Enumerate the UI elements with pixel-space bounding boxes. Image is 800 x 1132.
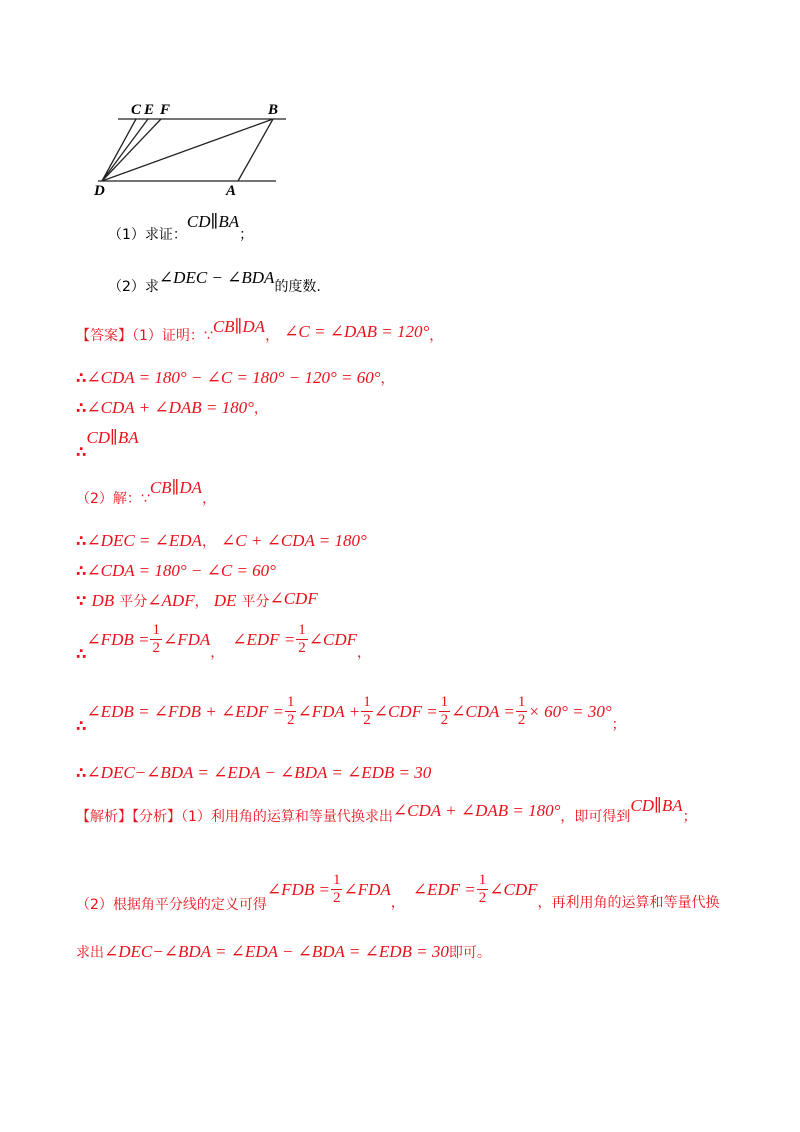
denominator: 2 <box>363 712 371 728</box>
answer-line-6 <box>76 531 367 551</box>
fraction-half <box>296 622 308 657</box>
answer-l7: ∠CDA = 180° − ∠C = 60° <box>86 561 276 580</box>
segment-db <box>102 119 273 181</box>
answer-l8-db: DB <box>91 591 115 610</box>
answer-l8-de: DE <box>213 591 237 610</box>
question-2 <box>108 268 321 296</box>
answer-l9-d: ∠CDF <box>308 629 358 649</box>
answer-p1-intro: （1）证明：∵ <box>132 328 213 344</box>
analysis-line-1 <box>76 796 697 826</box>
answer-line-3 <box>76 398 268 418</box>
analysis-t3-expr: ∠DEC−∠BDA = ∠EDA − ∠BDA = ∠EDB = 30 <box>104 942 449 961</box>
numerator: 1 <box>363 694 371 710</box>
label-e: E <box>144 102 155 118</box>
comma: ， <box>202 491 217 507</box>
q2-prefix: （2）求 <box>108 279 159 295</box>
label-c: C <box>131 102 142 118</box>
answer-l4: CD∥BA <box>86 428 139 447</box>
q1-expr: CD∥BA <box>186 212 240 231</box>
analysis-t1-end: ； <box>682 809 697 825</box>
q2-expr: ∠DEC − ∠BDA <box>158 268 275 287</box>
comma: ， <box>201 534 216 550</box>
comma: ， <box>390 894 405 911</box>
therefore-symbol: ∴ <box>76 443 87 461</box>
answer-l8-cdf: ∠CDF <box>269 589 318 608</box>
analysis-t1b: ，即可得到 <box>560 809 631 825</box>
analysis-line-2 <box>76 872 720 913</box>
analysis-t3b: 即可。 <box>448 945 491 961</box>
therefore-symbol: ∴ <box>76 532 87 550</box>
fraction-half <box>331 872 343 907</box>
denominator: 2 <box>286 712 295 728</box>
semicolon: ； <box>611 716 626 733</box>
answer-l6b: ∠C + ∠CDA = 180° <box>221 531 367 550</box>
numerator: 1 <box>332 872 341 888</box>
answer-l10-c: ∠CDF = <box>373 701 438 721</box>
therefore-symbol: ∴ <box>76 562 87 580</box>
analysis-tag: 【解析】【分析】 <box>76 809 181 825</box>
answer-l2: ∠CDA = 180° − ∠C = 180° − 120° = 60° <box>86 368 381 387</box>
label-b: B <box>268 102 279 118</box>
therefore-symbol: ∴ <box>76 716 87 735</box>
label-a: A <box>226 183 237 198</box>
numerator: 1 <box>440 694 449 710</box>
comma: ， <box>265 328 280 344</box>
segment-de <box>102 119 148 181</box>
answer-l3: ∠CDA + ∠DAB = 180° <box>86 398 254 417</box>
because-symbol: ∵ <box>76 592 87 610</box>
question-1 <box>108 212 254 244</box>
therefore-symbol: ∴ <box>76 399 87 417</box>
label-d: D <box>94 183 105 198</box>
answer-l9-c: ∠EDF = <box>232 629 296 649</box>
fraction-half <box>439 694 451 729</box>
comma: ， <box>253 401 268 417</box>
answer-p1-e2: ∠C = ∠DAB = 120° <box>284 322 430 341</box>
numerator: 1 <box>298 622 306 638</box>
answer-line-11 <box>76 763 431 783</box>
analysis-t1a: （1）利用角的运算和等量代换求出 <box>181 809 393 825</box>
denominator: 2 <box>332 890 341 906</box>
segment-ba <box>238 119 273 181</box>
therefore-symbol: ∴ <box>76 644 87 663</box>
analysis-t1-expr: ∠CDA + ∠DAB = 180° <box>392 801 561 820</box>
numerator: 1 <box>517 694 526 710</box>
answer-line-1 <box>76 317 444 345</box>
answer-line-2 <box>76 368 395 388</box>
q2-end: 的度数. <box>274 279 321 295</box>
answer-line-5 <box>76 478 217 508</box>
answer-line-7 <box>76 561 276 581</box>
analysis-t1-expr2: CD∥BA <box>630 796 683 815</box>
answer-l10-b: ∠FDA + <box>297 701 361 721</box>
answer-line-9 <box>76 622 372 663</box>
answer-l10-e: × 60° = 30° <box>528 701 612 721</box>
fraction-half <box>477 872 489 907</box>
answer-l9-b: ∠FDA <box>162 629 211 649</box>
comma: ， <box>380 371 395 387</box>
answer-p2-intro: （2）解：∵ <box>76 491 150 507</box>
analysis-t2-e2: ∠FDA <box>343 879 391 899</box>
answer-l10-d: ∠CDA = <box>451 701 515 721</box>
comma: ， <box>357 644 372 661</box>
denominator: 2 <box>152 640 160 656</box>
denominator: 2 <box>517 712 526 728</box>
numerator: 1 <box>152 622 160 638</box>
answer-tag: 【答案】 <box>76 328 132 344</box>
answer-line-10 <box>76 694 626 735</box>
comma: ， <box>210 644 225 661</box>
answer-p1-e1: CB∥DA <box>212 317 266 336</box>
analysis-t2-e4: ∠CDF <box>489 879 538 899</box>
answer-l10-a: ∠EDB = ∠FDB + ∠EDF = <box>86 701 284 721</box>
denominator: 2 <box>478 890 487 906</box>
analysis-t2-e3: ∠EDF = <box>412 879 476 899</box>
answer-l11: ∠DEC−∠BDA = ∠EDA − ∠BDA = ∠EDB = 30 <box>86 763 432 782</box>
fraction-half <box>150 622 162 657</box>
analysis-t2b: ，再利用角的运算和等量代换 <box>537 894 720 911</box>
therefore-symbol: ∴ <box>76 369 87 387</box>
q1-prefix: （1）求证： <box>108 227 187 243</box>
answer-p2-e1: CB∥DA <box>149 478 203 497</box>
fraction-half <box>516 694 528 729</box>
answer-line-8 <box>76 591 318 611</box>
q1-end: ； <box>239 227 254 243</box>
label-f: F <box>160 102 171 118</box>
fraction-half <box>285 694 297 729</box>
analysis-line-3 <box>76 942 491 962</box>
denominator: 2 <box>298 640 306 656</box>
fraction-half <box>361 694 373 729</box>
parallelogram-figure <box>88 98 298 198</box>
analysis-t2a: （2）根据角平分线的定义可得 <box>76 896 267 913</box>
analysis-t3a: 求出 <box>76 945 104 961</box>
answer-l8-adf: ∠ADF <box>147 591 195 610</box>
therefore-symbol: ∴ <box>76 764 87 782</box>
denominator: 2 <box>440 712 449 728</box>
bisect-word: 平分 <box>241 594 270 610</box>
comma: ， <box>429 328 444 344</box>
answer-l9-a: ∠FDB = <box>86 629 150 649</box>
numerator: 1 <box>478 872 487 888</box>
numerator: 1 <box>286 694 295 710</box>
comma: ， <box>194 594 209 610</box>
answer-l6a: ∠DEC = ∠EDA <box>86 531 202 550</box>
analysis-t2-e1: ∠FDB = <box>266 879 330 899</box>
answer-line-4 <box>76 428 139 461</box>
bisect-word: 平分 <box>119 594 148 610</box>
